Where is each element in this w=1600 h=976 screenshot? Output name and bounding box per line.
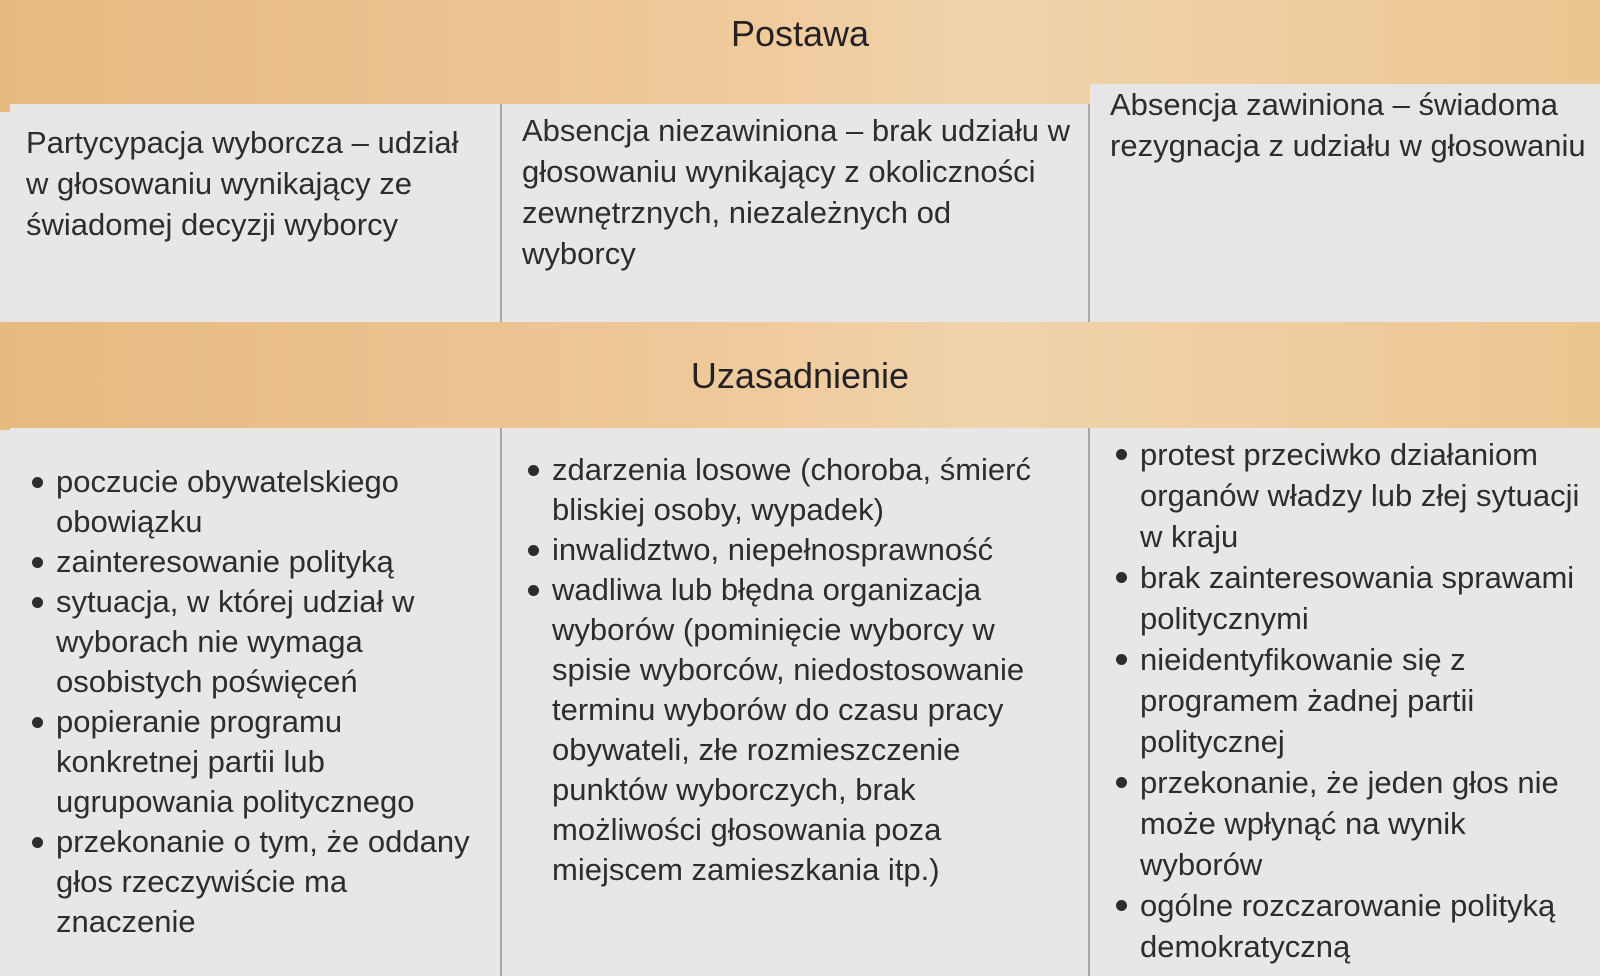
bullet-icon [1116,449,1127,460]
bullet-icon [528,585,539,596]
list-item: nieidentyfikowanie się z programem żadnej partii politycznej [1110,639,1590,762]
list-item: przekonanie o tym, że oddany głos rzeczywiście ma znaczenie [26,822,488,942]
bullet-icon [32,477,43,488]
list-item: poczucie obywatelskiego obowiązku [26,462,488,542]
list-item: sytuacja, w której udział w wyborach nie wymaga osobistych poświęceń [26,582,488,702]
list-item: zainteresowanie polityką [26,542,488,582]
postawa-cell-intentional-absence [1090,84,1600,326]
uzasadnienie-cell-unintentional-absence [502,428,1090,976]
postawa-cell-unintentional-absence [502,104,1090,326]
cell-text: Absencja niezawiniona – brak udziału w głosowaniu wynikający z okoliczności zewnętrznych, niezależnych od wyborcy [522,113,1070,271]
cell-text: Absencja zawiniona – świadoma rezygnacja z udziału w głosowaniu [1110,87,1586,163]
list-item: przekonanie, że jeden głos nie może wpłynąć na wynik wyborów [1110,762,1590,885]
bullet-icon [32,597,43,608]
uzasadnienie-row [10,428,1600,976]
cell-text: Partycypacja wyborcza – udział w głosowaniu wynikający ze świadomej decyzji wyborcy [26,125,459,242]
bullet-icon [32,837,43,848]
bullet-icon [32,717,43,728]
postawa-row [10,87,1600,326]
bullet-icon [528,465,539,476]
list-item: brak zainteresowania sprawami politycznymi [1110,557,1590,639]
list-item: inwalidztwo, niepełnosprawność [522,530,1072,570]
reasons-list [522,434,1072,890]
list-item: wadliwa lub błędna organizacja wyborów (pominięcie wyborcy w spisie wyborców, niedostosowanie terminu wyborów do czasu pracy obywateli, złe rozmieszczenie punktów wyborczych, brak możliwości głosowania poza miejscem zamieszkania itp.) [522,570,1072,890]
bullet-icon [1116,654,1127,665]
uzasadnienie-cell-participation [10,428,502,976]
bullet-icon [528,545,539,556]
postawa-cell-participation [10,104,502,326]
section-title: Postawa [730,13,870,54]
bullet-icon [32,557,43,568]
bullet-icon [1116,572,1127,583]
uzasadnienie-cell-intentional-absence [1090,428,1600,976]
reasons-list [26,446,488,942]
reasons-list [1110,428,1590,967]
bullet-icon [1116,900,1127,911]
list-item: popieranie programu konkretnej partii lub ugrupowania politycznego [26,702,488,822]
list-item: ogólne rozczarowanie polityką demokratyczną [1110,885,1590,967]
bullet-icon [1116,777,1127,788]
list-item: zdarzenia losowe (choroba, śmierć bliskiej osoby, wypadek) [522,450,1072,530]
section-header-uzasadnienie [0,322,1600,430]
section-title: Uzasadnienie [690,355,910,396]
list-item: protest przeciwko działaniom organów władzy lub złej sytuacji w kraju [1110,434,1590,557]
